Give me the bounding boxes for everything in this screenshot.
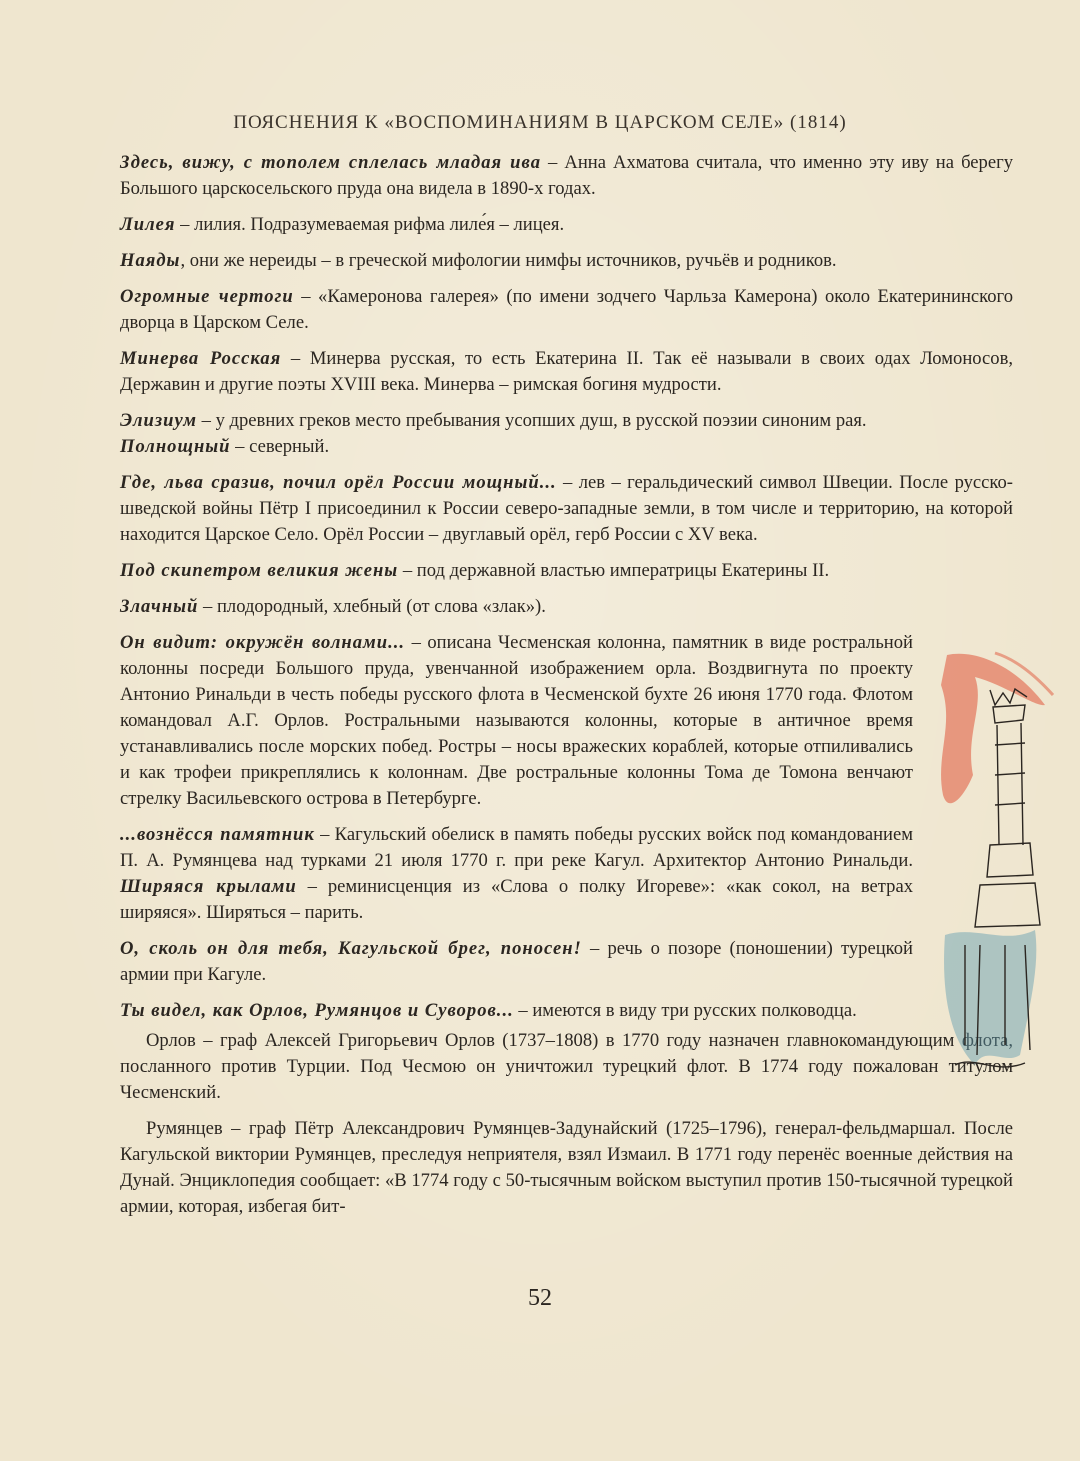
note-term: Ты видел, как Орлов, Румянцов и Суворов... bbox=[120, 1000, 514, 1021]
note-term: Лилея bbox=[120, 214, 176, 235]
note-text: – «Камеронова галерея» (по имени зодчего Чарльза Камерона) около Екатерининского дворца в Царском Селе. bbox=[120, 286, 1013, 333]
blue-wash bbox=[944, 930, 1036, 1065]
note-text-secondary: – северный. bbox=[230, 436, 330, 457]
note-text: – плодородный, хлебный (от слова «злак»). bbox=[198, 596, 546, 617]
note-text: – описана Чесменская колонна, памятник в виде ростральной колонны посреди Большого пруда, увенчанной изображением орла. Воздвигнута по проекту Антонио Ринальди в честь победы русского флота в Чесменской бухте 26 июня 1770 года. Флотом командовал А.Г. Орлов. Ростральными называются колонны, которые в античное время устанавливались после морских побед. Ростры – носы вражеских кораблей, которые отпиливались и как трофеи прикреплялись к колоннам. Две ростральные колонны Тома де Томона венчают стрелку Васильевского острова в Петербурге. bbox=[120, 632, 913, 809]
note-text: – речь о позоре (поношении) турецкой армии при Кагуле. bbox=[120, 938, 914, 985]
note-term: Где, льва сразив, почил орёл России мощный... bbox=[120, 472, 557, 493]
note-text: – Кагульский обелиск в память победы русских войск под командованием П. А. Румянцева над турками 21 июля 1770 г. при реке Кагул. Архитектор Антонио Ринальди. bbox=[120, 824, 913, 871]
note bbox=[120, 248, 1013, 274]
note-text-secondary: – реминисценция из «Слова о полку Игореве»: «как сокол, на ветрах ширяяся». Ширяться – парить. bbox=[120, 876, 913, 923]
note bbox=[120, 936, 913, 988]
note-text: – под державной властью императрицы Екатерины II. bbox=[398, 560, 830, 581]
page-number: 52 bbox=[528, 1285, 552, 1311]
note-text: , они же нереиды – в греческой мифологии нимфы источников, ручьёв и родников. bbox=[180, 250, 837, 271]
note-term: Злачный bbox=[120, 596, 199, 617]
note-term: О, сколь он для тебя, Кагульской брег, поносен! bbox=[120, 938, 582, 959]
paragraph: Румянцев – граф Пётр Александрович Румянцев-Задунайский (1725–1796), генерал-фельдмаршал. После Кагульской виктории Румянцев, преследуя неприятеля, взял Измаил. В 1771 году перенёс военные действия на Дунай. Энциклопедия сообщает: «В 1774 году с 50-тысячным войском выступил против 150-тысячной турецкой армии, которая, избегая бит- bbox=[120, 1118, 1013, 1217]
note-term: Под скипетром великия жены bbox=[120, 560, 399, 581]
paragraph: Орлов – граф Алексей Григорьевич Орлов (1737–1808) в 1770 году назначен главнокомандующим флота, посланного против Турции. Под Чесмою он уничтожил турецкий флот. В 1774 году пожалован титулом Чесменский. bbox=[120, 1030, 1013, 1103]
note-text: – имеются в виду три русских полководца. bbox=[513, 1000, 857, 1021]
note-term: Он видит: окружён волнами... bbox=[120, 632, 406, 653]
note-term: Элизиум bbox=[120, 410, 197, 431]
note-term: Минерва Росская bbox=[120, 348, 282, 369]
note bbox=[120, 998, 913, 1024]
note bbox=[120, 150, 1013, 202]
note bbox=[120, 630, 913, 812]
note-text: – лилия. Подразумеваемая рифма лиле́я – лицея. bbox=[175, 214, 565, 235]
note bbox=[120, 470, 1013, 548]
note bbox=[120, 822, 913, 926]
note bbox=[120, 594, 1013, 620]
note-text: – лев – геральдический символ Швеции. После русско-шведской войны Пётр I присоединил к России северо-западные земли, в том числе и территорию, на которой находится Царское Село. Орёл России – двуглавый орёл, герб России с XV века. bbox=[120, 472, 1014, 545]
note-text: – Минерва русская, то есть Екатерина II. Так её называли в своих одах Ломоносов, Державин и другие поэты XVIII века. Минерва – римская богиня мудрости. bbox=[120, 348, 1014, 395]
red-wash bbox=[941, 654, 1045, 804]
note bbox=[120, 284, 1013, 336]
note-text: – у древних греков место пребывания усопших душ, в русской поэзии синоним рая. bbox=[196, 410, 867, 431]
running-head: ПОЯСНЕНИЯ К «ВОСПОМИНАНИЯМ В ЦАРСКОМ СЕЛЕ» (1814) bbox=[233, 112, 847, 133]
notes-body bbox=[120, 150, 1013, 1230]
rostral-column-sketch-icon bbox=[935, 645, 1055, 1085]
note-term: ...вознёсся памятник bbox=[120, 824, 315, 845]
note bbox=[120, 558, 1013, 584]
note bbox=[120, 346, 1013, 398]
note-term: Наяды bbox=[120, 250, 181, 271]
note-term: Здесь, вижу, с тополем сплелась младая ива bbox=[120, 152, 541, 173]
note bbox=[120, 408, 1013, 460]
note-term-secondary: Полнощный bbox=[120, 436, 231, 457]
note-term-secondary: Ширяяся крылами bbox=[120, 876, 297, 897]
note-term: Огромные чертоги bbox=[120, 286, 294, 307]
note bbox=[120, 212, 1013, 238]
note-text: – Анна Ахматова считала, что именно эту иву на берегу Большого царскосельского пруда она видела в 1890-х годах. bbox=[120, 152, 1014, 199]
